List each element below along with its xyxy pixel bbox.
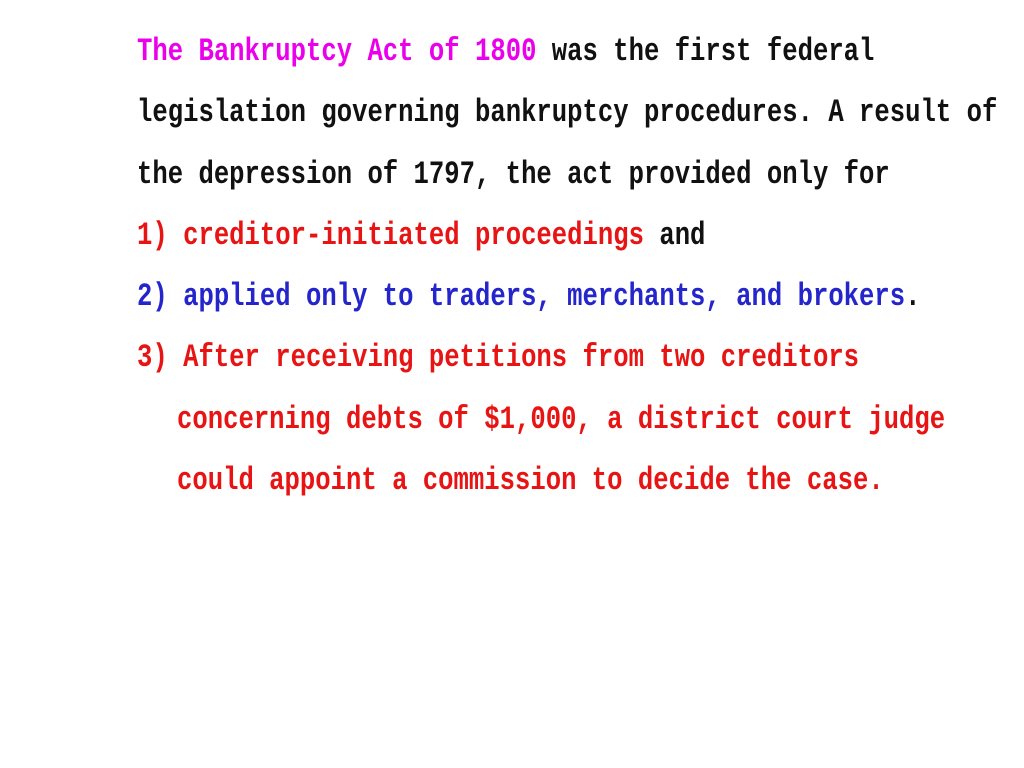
- text-line: [137, 327, 1024, 388]
- text-line: [137, 450, 1024, 511]
- text-segment: concerning debts of $1,000, a district court judge: [177, 400, 946, 438]
- text-line-content: [177, 450, 884, 511]
- text-line-content: [137, 82, 997, 143]
- text-line: [137, 82, 1024, 143]
- text-segment: 2) applied only to traders, merchants, and brokers: [137, 278, 906, 316]
- text-segment: the depression of 1797, the act provided only for: [137, 155, 890, 193]
- text-line: [137, 21, 1024, 82]
- text-segment: .: [905, 278, 921, 316]
- text-line-content: [137, 21, 874, 82]
- slide-text-block: [137, 21, 1024, 511]
- text-segment: legislation governing bankruptcy procedures. A result of: [137, 94, 998, 132]
- text-line-content: [137, 144, 890, 205]
- text-line: [137, 144, 1024, 205]
- text-line: [137, 389, 1024, 450]
- text-line-content: [137, 327, 859, 388]
- text-segment: 3) After receiving petitions from two creditors: [137, 339, 860, 377]
- text-segment: could appoint a commission to decide the case.: [177, 462, 884, 500]
- text-line: [137, 266, 1024, 327]
- text-line-content: [137, 266, 920, 327]
- text-segment: 1) creditor-initiated proceedings: [137, 216, 660, 254]
- text-segment: was the first federal: [551, 33, 875, 70]
- text-segment: The Bankruptcy Act of 1800: [137, 33, 552, 70]
- text-line-content: [177, 389, 945, 450]
- text-line: [137, 205, 1024, 266]
- text-segment: and: [659, 216, 706, 254]
- text-line-content: [137, 205, 705, 266]
